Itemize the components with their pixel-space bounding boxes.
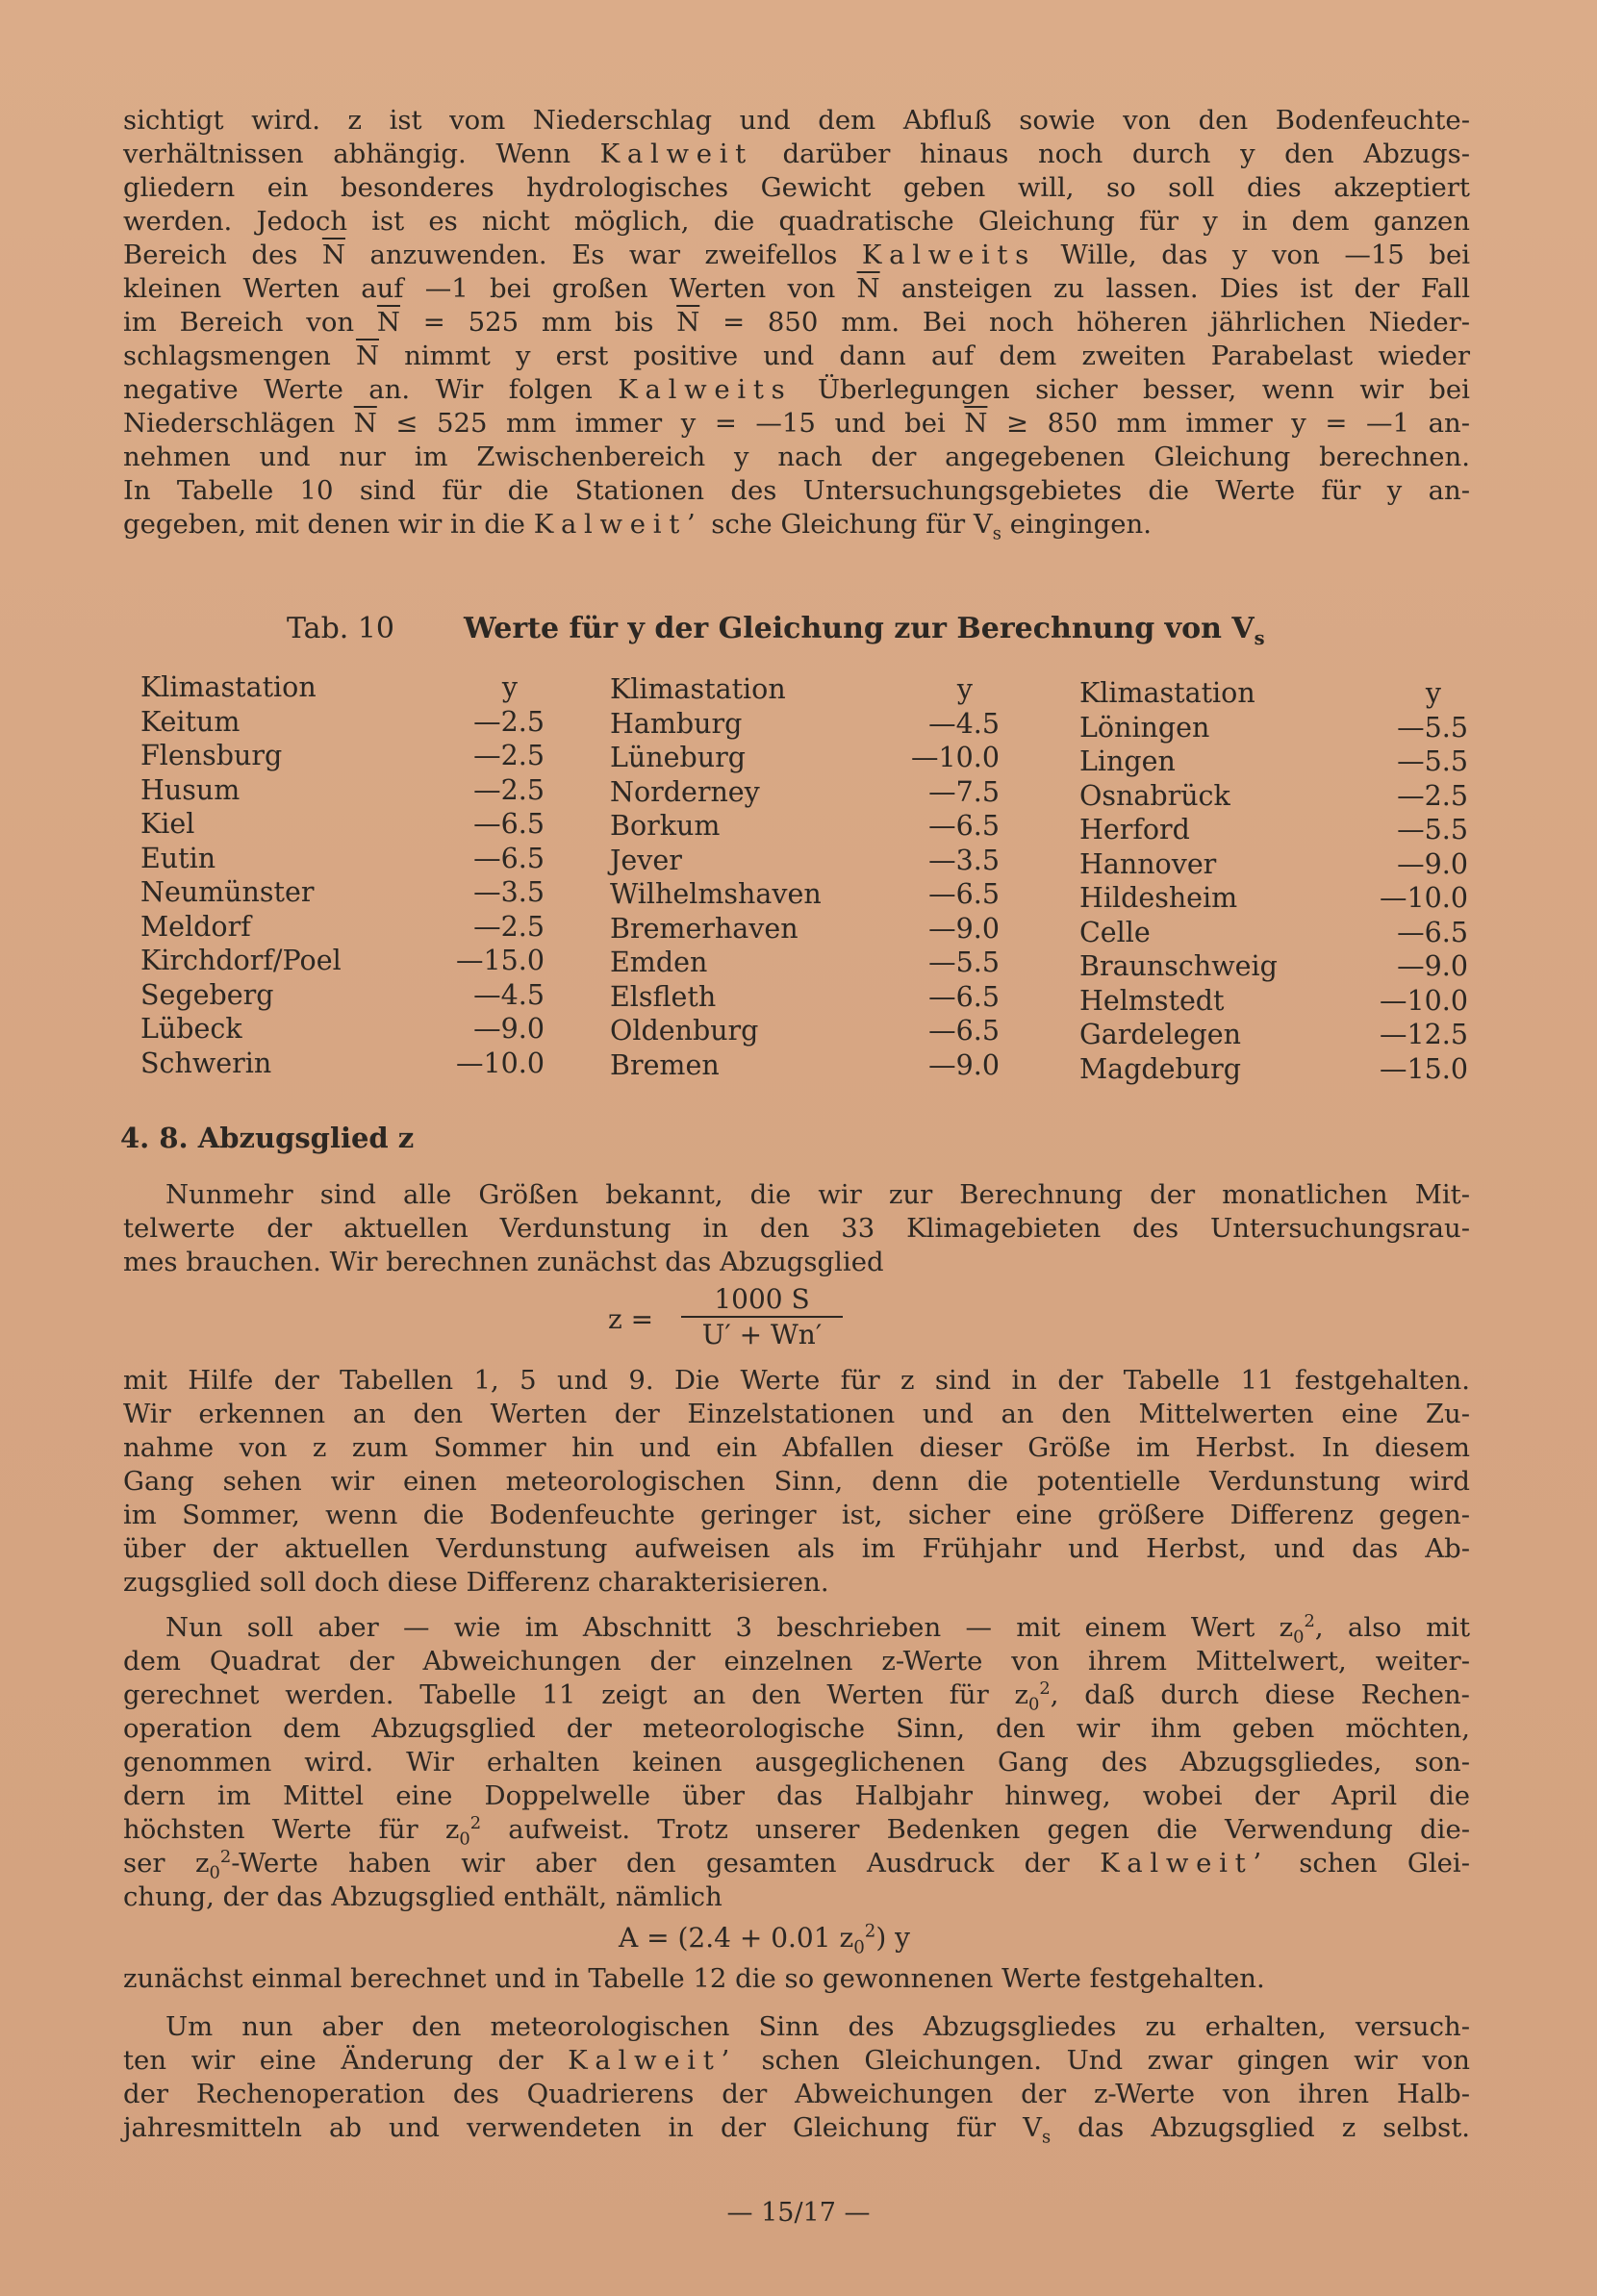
author-name: Kalweit	[599, 139, 753, 169]
y-value: —10.0	[456, 1047, 545, 1079]
table-rows	[140, 705, 545, 1081]
station-name: Magdeburg	[1079, 1052, 1241, 1085]
station-name: Schwerin	[140, 1047, 272, 1079]
table-row	[1079, 744, 1468, 779]
table-row	[610, 707, 1000, 742]
text-line: In Tabelle 10 sind für die Stationen des Untersuchungsgebietes die Werte für y an-	[123, 475, 1470, 506]
text-line: telwerte der aktuellen Verdunstung in den 33 Klimagebieten des Untersuchungsrau-	[123, 1213, 1470, 1244]
table-row	[610, 877, 1000, 912]
y-value: —15.0	[1380, 1052, 1468, 1085]
y-value: —6.5	[473, 842, 545, 874]
text-line: werden. Jedoch ist es nicht möglich, die quadratische Gleichung für y in dem ganzen	[123, 206, 1470, 237]
text-line: im Sommer, wenn die Bodenfeuchte geringer ist, sicher eine größere Differenz gegen-	[123, 1500, 1470, 1530]
text-line: der Rechenoperation des Quadrierens der Abweichungen der z-Werte von ihren Halb-	[123, 2079, 1470, 2109]
n-bar-symbol: $\overline{N}$	[376, 307, 400, 338]
y-value: —6.5	[928, 1015, 1000, 1047]
text-line: operation dem Abzugsglied der meteorologische Sinn, den wir ihm geben möchten,	[123, 1713, 1470, 1744]
station-name: Elsfleth	[610, 980, 717, 1013]
station-name: Neumünster	[140, 876, 315, 908]
station-name: Keitum	[140, 705, 241, 738]
table-row	[140, 875, 545, 910]
table-row	[1079, 1052, 1468, 1087]
station-name: Jever	[610, 844, 682, 876]
formula-z-lhs: z =	[608, 1303, 654, 1335]
y-value: —7.5	[928, 775, 1000, 808]
text-line: gerechnet werden. Tabelle 11 zeigt an den Werten für $z_0^2$, daß durch diese Rechen-	[123, 1678, 1470, 1715]
station-name: Emden	[610, 946, 708, 978]
table-row	[1079, 1018, 1468, 1052]
station-name: Eutin	[140, 842, 216, 874]
y-value: —3.5	[928, 844, 1000, 876]
table-row	[140, 944, 545, 978]
station-name: Celle	[1079, 916, 1151, 948]
n-bar-symbol: $\overline{N}$	[353, 408, 377, 439]
station-name: Husum	[140, 773, 241, 806]
text-line: kleinen Werten auf —1 bei großen Werten von $\overline{N}$ ansteigen zu lassen. Dies ist der Fall	[123, 273, 1470, 304]
n-bar-symbol: $\overline{N}$	[964, 408, 988, 439]
station-name: Bremerhaven	[610, 912, 798, 945]
station-name: Gardelegen	[1079, 1019, 1241, 1050]
paragraph-intro	[123, 104, 1470, 542]
table-row	[140, 1012, 545, 1047]
y-value: —4.5	[928, 707, 1000, 740]
paragraph-z0-squared	[123, 1611, 1470, 1914]
section-heading: 4. 8. Abzugsglied z	[120, 1122, 415, 1154]
y-value: —9.0	[473, 1013, 545, 1045]
fraction-numerator: 1000 S	[714, 1283, 810, 1315]
table-rows	[1079, 711, 1468, 1087]
y-value: —9.0	[1397, 950, 1468, 982]
station-name: Löningen	[1079, 711, 1210, 744]
table-row	[1079, 949, 1468, 984]
table-row	[610, 741, 1000, 775]
text-line: Um nun aber den meteorologischen Sinn des Abzugsgliedes zu erhalten, versuch-	[165, 2011, 1470, 2042]
station-name: Meldorf	[140, 910, 251, 943]
paragraph-z-values	[123, 1364, 1470, 1600]
y-value: —10.0	[1380, 882, 1468, 914]
table-rows	[610, 707, 1000, 1083]
paragraph-section-intro	[123, 1178, 1470, 1279]
author-name: Kalweits	[861, 240, 1036, 270]
y-value: —6.5	[928, 878, 1000, 910]
y-value: —6.5	[928, 810, 1000, 842]
station-name: Hamburg	[610, 707, 743, 740]
table-column-2	[610, 672, 1000, 1082]
station-name: Braunschweig	[1079, 950, 1278, 982]
table-row	[1079, 916, 1468, 950]
text-line: im Bereich von $\overline{N} = 525$ mm bis $\overline{N} = 850$ mm. Bei noch höheren jährlichen Nieder-	[123, 307, 1471, 338]
y-value: —9.0	[1397, 847, 1468, 880]
table-row	[610, 809, 1000, 844]
station-name: Hildesheim	[1079, 882, 1238, 914]
table-row	[1079, 847, 1468, 882]
text-line: Nun soll aber — wie im Abschnitt 3 beschrieben — mit einem Wert $z_0^2$, also mit	[165, 1610, 1470, 1648]
station-name: Borkum	[610, 810, 721, 842]
y-value: —6.5	[1397, 916, 1468, 948]
table-row	[1079, 779, 1468, 814]
y-value: —5.5	[1397, 814, 1468, 845]
table-row	[140, 910, 545, 945]
text-line: genommen wird. Wir erhalten keinen ausgeglichenen Gang des Abzugsgliedes, son-	[123, 1747, 1470, 1778]
y-value: —6.5	[928, 980, 1000, 1013]
y-value: —15.0	[456, 945, 545, 976]
text-line: dern im Mittel eine Doppelwelle über das Halbjahr hinweg, wobei der April die	[123, 1780, 1470, 1811]
table-header-row: Klimastation y	[1079, 677, 1441, 709]
y-value: —4.5	[473, 978, 545, 1011]
station-name: Flensburg	[140, 740, 283, 771]
author-name: Kalweit’	[1100, 1848, 1269, 1879]
formula-a: A = (2.4 + 0.01 $z_0^2$) y	[619, 1921, 911, 1958]
table-row	[140, 978, 545, 1013]
table-row	[610, 1014, 1000, 1048]
station-name: Lingen	[1079, 745, 1176, 777]
text-line: Wir erkennen an den Werten der Einzelstationen und an den Mittelwerten eine Zu-	[123, 1399, 1470, 1429]
y-value: —2.5	[473, 740, 545, 771]
y-value: —10.0	[1380, 984, 1468, 1017]
author-name: Kalweit’	[533, 509, 703, 540]
station-name: Hannover	[1079, 847, 1217, 880]
table-caption	[287, 612, 1265, 649]
y-value: —10.0	[911, 742, 1000, 773]
text-line: zunächst einmal berechnet und in Tabelle 12 die so gewonnenen Werte festgehalten.	[123, 1963, 1265, 1994]
text-line: mes brauchen. Wir berechnen zunächst das Abzugsglied	[123, 1247, 884, 1277]
text-line: Nunmehr sind alle Größen bekannt, die wir zur Berechnung der monatlichen Mit-	[165, 1179, 1470, 1210]
text-line: jahresmitteln ab und verwendeten in der Gleichung für $V_s$ das Abzugsglied z selbst.	[123, 2112, 1470, 2148]
y-value: —2.5	[473, 910, 545, 943]
text-line: Bereich des $\overline{N}$ anzuwenden. Es war zweifellos Kalweits Wille, das y von —15 bei	[123, 240, 1471, 270]
author-name: Kalweit’	[568, 2045, 737, 2076]
station-name: Osnabrück	[1079, 779, 1230, 812]
table-row	[140, 807, 545, 842]
n-bar-symbol: $\overline{N}$	[676, 307, 700, 338]
author-name: Kalweits	[618, 374, 793, 405]
table-row	[610, 775, 1000, 810]
y-value: —2.5	[1397, 779, 1468, 812]
table-row	[140, 1047, 545, 1081]
table-row	[1079, 881, 1468, 916]
paragraph-modification	[123, 2010, 1470, 2148]
text-line: nehmen und nur im Zwischenbereich y nach der angegebenen Gleichung berechnen.	[123, 442, 1470, 472]
table-row	[610, 946, 1000, 980]
table-row	[610, 844, 1000, 878]
text-line: zugsglied soll doch diese Differenz charakterisieren.	[123, 1567, 829, 1598]
y-value: —2.5	[473, 773, 545, 806]
station-name: Lüneburg	[610, 742, 746, 773]
y-value: —3.5	[473, 876, 545, 908]
table-column-1	[140, 670, 545, 1080]
text-line: gliedern ein besonderes hydrologisches Gewicht geben will, so soll dies akzeptiert	[123, 172, 1470, 203]
text-line: Niederschlägen $\overline{N} \le 525$ mm immer y = —15 und bei $\overline{N} \ge 850$ mm immer y = —1 an-	[123, 408, 1470, 439]
table-row	[610, 980, 1000, 1015]
text-line: gegeben, mit denen wir in die Kalweit’ sche Gleichung für $V_s$ eingingen.	[123, 509, 1152, 544]
station-name: Segeberg	[140, 978, 274, 1011]
table-row	[1079, 813, 1468, 847]
station-name: Lübeck	[140, 1013, 242, 1045]
table-row	[1079, 711, 1468, 745]
station-name: Bremen	[610, 1048, 720, 1081]
y-value: —5.5	[928, 946, 1000, 978]
n-bar-symbol: $\overline{N}$	[355, 341, 379, 371]
text-line: über der aktuellen Verdunstung aufweisen als im Frühjahr und Herbst, und das Ab-	[123, 1533, 1470, 1564]
table-row	[610, 1048, 1000, 1083]
station-name: Kirchdorf/Poel	[140, 945, 342, 976]
y-value: —12.5	[1380, 1019, 1468, 1050]
station-name: Helmstedt	[1079, 984, 1225, 1017]
table-title: Werte für y der Gleichung zur Berechnung von $V_s$	[464, 612, 1265, 649]
y-value: —9.0	[928, 912, 1000, 945]
text-line: negative Werte an. Wir folgen Kalweits Überlegungen sicher besser, wenn wir bei	[123, 374, 1470, 405]
formula-z-fraction	[681, 1283, 843, 1352]
table-header-row: Klimastation y	[140, 671, 518, 703]
y-value: —2.5	[473, 705, 545, 738]
y-value: —5.5	[1397, 745, 1468, 777]
station-name: Herford	[1079, 814, 1190, 845]
table-row	[140, 705, 545, 740]
text-line: chung, der das Abzugsglied enthält, nämlich	[123, 1881, 722, 1912]
table-row	[1079, 984, 1468, 1019]
text-line: ten wir eine Änderung der Kalweit’ schen Gleichungen. Und zwar gingen wir von	[123, 2045, 1470, 2076]
table-row	[610, 912, 1000, 946]
station-name: Wilhelmshaven	[610, 878, 822, 910]
table-number: Tab. 10	[287, 612, 395, 645]
text-line: verhältnissen abhängig. Wenn Kalweit darüber hinaus noch durch y den Abzugs-	[123, 139, 1471, 169]
table-row	[140, 739, 545, 773]
text-line: Gang sehen wir einen meteorologischen Sinn, denn die potentielle Verdunstung wird	[123, 1466, 1470, 1497]
table-row	[140, 773, 545, 808]
station-name: Kiel	[140, 808, 195, 840]
text-line: ser $z_0^2$-Werte haben wir aber den gesamten Ausdruck der Kalweit’ schen Glei-	[123, 1846, 1470, 1883]
paragraph-table-12	[123, 1962, 1470, 1996]
y-value: —5.5	[1397, 711, 1468, 744]
table-row	[140, 842, 545, 876]
station-name: Norderney	[610, 775, 760, 808]
table-header-row: Klimastation y	[610, 673, 973, 705]
text-line: mit Hilfe der Tabellen 1, 5 und 9. Die Werte für z sind in der Tabelle 11 festgehalten.	[123, 1365, 1470, 1396]
station-name: Oldenburg	[610, 1015, 759, 1047]
page-number: — 15/17 —	[726, 2198, 871, 2228]
y-value: —9.0	[928, 1048, 1000, 1081]
n-bar-symbol: $\overline{N}$	[321, 240, 345, 270]
text-line: sichtigt wird. z ist vom Niederschlag und dem Abfluß sowie von den Bodenfeuchte-	[123, 105, 1470, 136]
table-column-3	[1079, 676, 1468, 1086]
y-value: —6.5	[473, 808, 545, 840]
n-bar-symbol: $\overline{N}$	[856, 273, 880, 304]
text-line: dem Quadrat der Abweichungen der einzelnen z-Werte von ihrem Mittelwert, weiter-	[123, 1646, 1470, 1677]
text-line: höchsten Werte für $z_0^2$ aufweist. Trotz unserer Bedenken gegen die Verwendung die-	[123, 1812, 1471, 1850]
text-line: schlagsmengen $\overline{N}$ nimmt y erst positive und dann auf dem zweiten Parabelast wieder	[123, 341, 1470, 371]
fraction-denominator: U′ + Wn′	[701, 1319, 823, 1350]
text-line: nahme von z zum Sommer hin und ein Abfallen dieser Größe im Herbst. In diesem	[123, 1432, 1470, 1463]
